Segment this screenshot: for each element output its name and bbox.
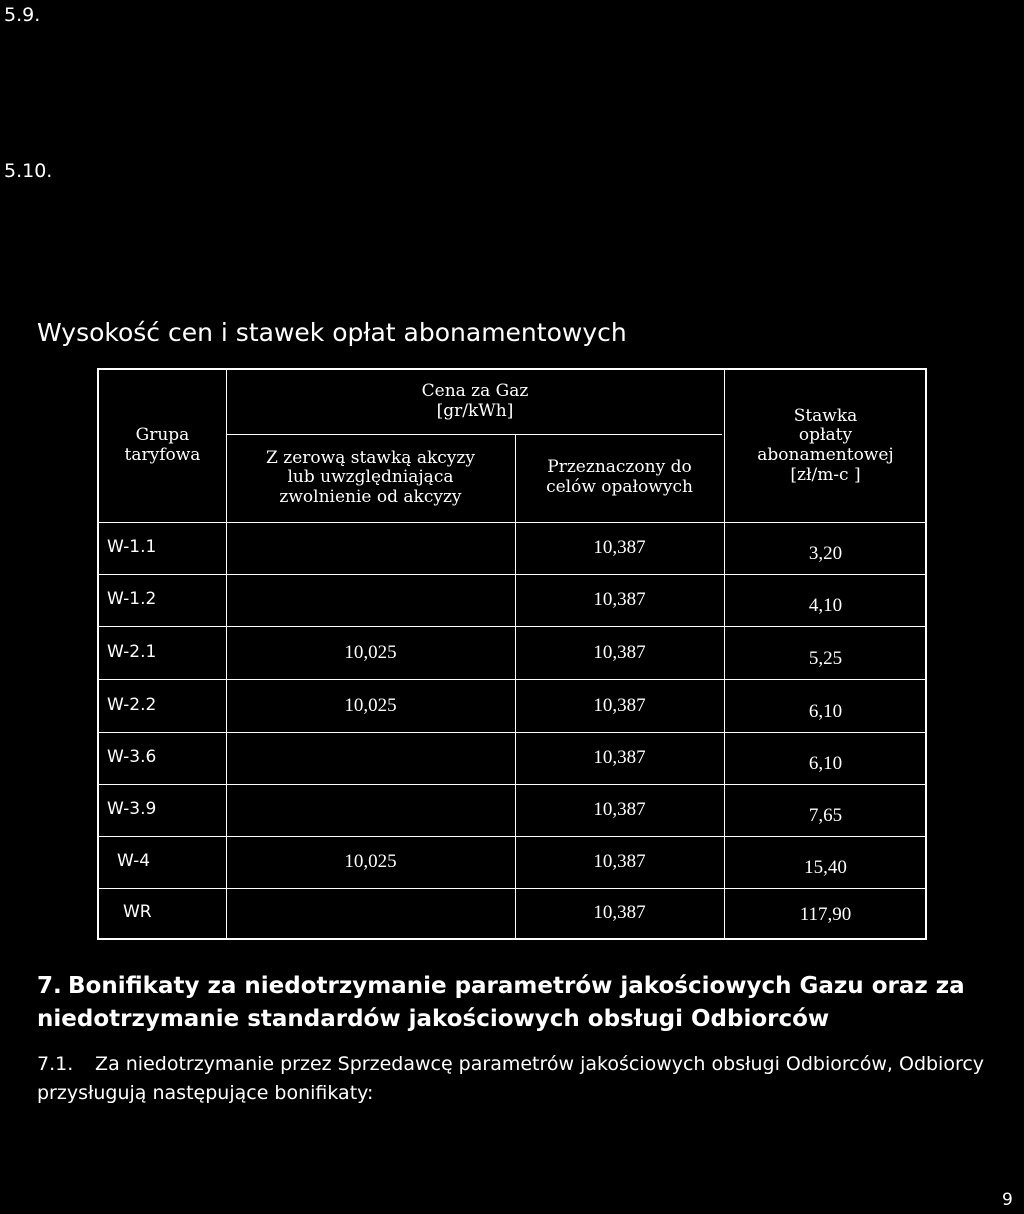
- row-zero-excise-value: [226, 784, 515, 836]
- row-fee-value: 3,20: [808, 543, 843, 565]
- row-group-label: W-2.2: [107, 694, 157, 715]
- row-fee-value: 6,10: [808, 700, 843, 722]
- row-zero-excise-value: 10,025: [344, 641, 397, 663]
- header-zero-excise: Z zerową stawką akcyzy lub uwzględniająca zwolnienie od akcyzy: [266, 447, 475, 507]
- header-subscription-fee: Stawka opłaty abonamentowej [zł/m-c ]: [757, 405, 894, 485]
- section-number-5-10: 5.10.: [4, 160, 53, 182]
- section-7-heading-text: Bonifikaty za niedotrzymanie parametrów jakościowych Gazu oraz za niedotrzymanie standardów jakościowych obsługi Odbiorców: [37, 973, 965, 1032]
- row-zero-excise-value: [226, 574, 515, 626]
- row-zero-excise-value: [226, 888, 515, 938]
- row-zero-excise-value: [226, 732, 515, 784]
- row-fee-value: 4,10: [808, 595, 843, 617]
- row-zero-excise-value: 10,025: [344, 694, 397, 716]
- row-fee-value: 6,10: [808, 753, 843, 775]
- row-heating-value: 10,387: [593, 589, 646, 611]
- row-group-label: WR: [123, 902, 152, 923]
- table-title: Wysokość cen i stawek opłat abonamentowych: [37, 318, 627, 347]
- section-7-1-paragraph: [37, 1050, 1022, 1108]
- header-group: Grupa taryfowa: [124, 425, 201, 465]
- price-table: [97, 368, 927, 940]
- row-heating-value: 10,387: [593, 799, 646, 821]
- row-fee-value: 7,65: [808, 805, 843, 827]
- row-heating-value: 10,387: [593, 694, 646, 716]
- section-number-5-9: 5.9.: [4, 4, 41, 26]
- row-group-label: W-1.1: [107, 537, 157, 558]
- row-fee-value: 15,40: [804, 857, 847, 879]
- row-group-label: W-3.6: [107, 747, 157, 768]
- row-fee-value: 5,25: [808, 647, 843, 669]
- row-heating-value: 10,387: [593, 537, 646, 559]
- row-heating-value: 10,387: [593, 641, 646, 663]
- row-group-label: W-3.9: [107, 799, 157, 820]
- row-heating-value: 10,387: [593, 747, 646, 769]
- row-fee-value: 117,90: [799, 904, 852, 926]
- row-zero-excise-value: [226, 522, 515, 574]
- row-heating-value: 10,387: [593, 902, 646, 924]
- row-group-label: W-2.1: [107, 641, 157, 662]
- page-number: 9: [1002, 1190, 1013, 1210]
- row-group-label: W-4: [117, 851, 151, 872]
- section-7-1-number: 7.1.: [37, 1053, 74, 1075]
- section-7-1-text: Za niedotrzymanie przez Sprzedawcę parametrów jakościowych obsługi Odbiorców, Odbiorcy przysługują następujące bonifikaty:: [37, 1053, 985, 1104]
- header-price-group: Cena za Gaz [gr/kWh]: [421, 381, 529, 421]
- section-7-heading: [37, 970, 1022, 1036]
- row-heating-value: 10,387: [593, 851, 646, 873]
- row-zero-excise-value: 10,025: [344, 851, 397, 873]
- header-heating: Przeznaczony do celów opałowych: [546, 457, 693, 497]
- row-group-label: W-1.2: [107, 589, 157, 610]
- section-7-number: 7.: [37, 973, 62, 999]
